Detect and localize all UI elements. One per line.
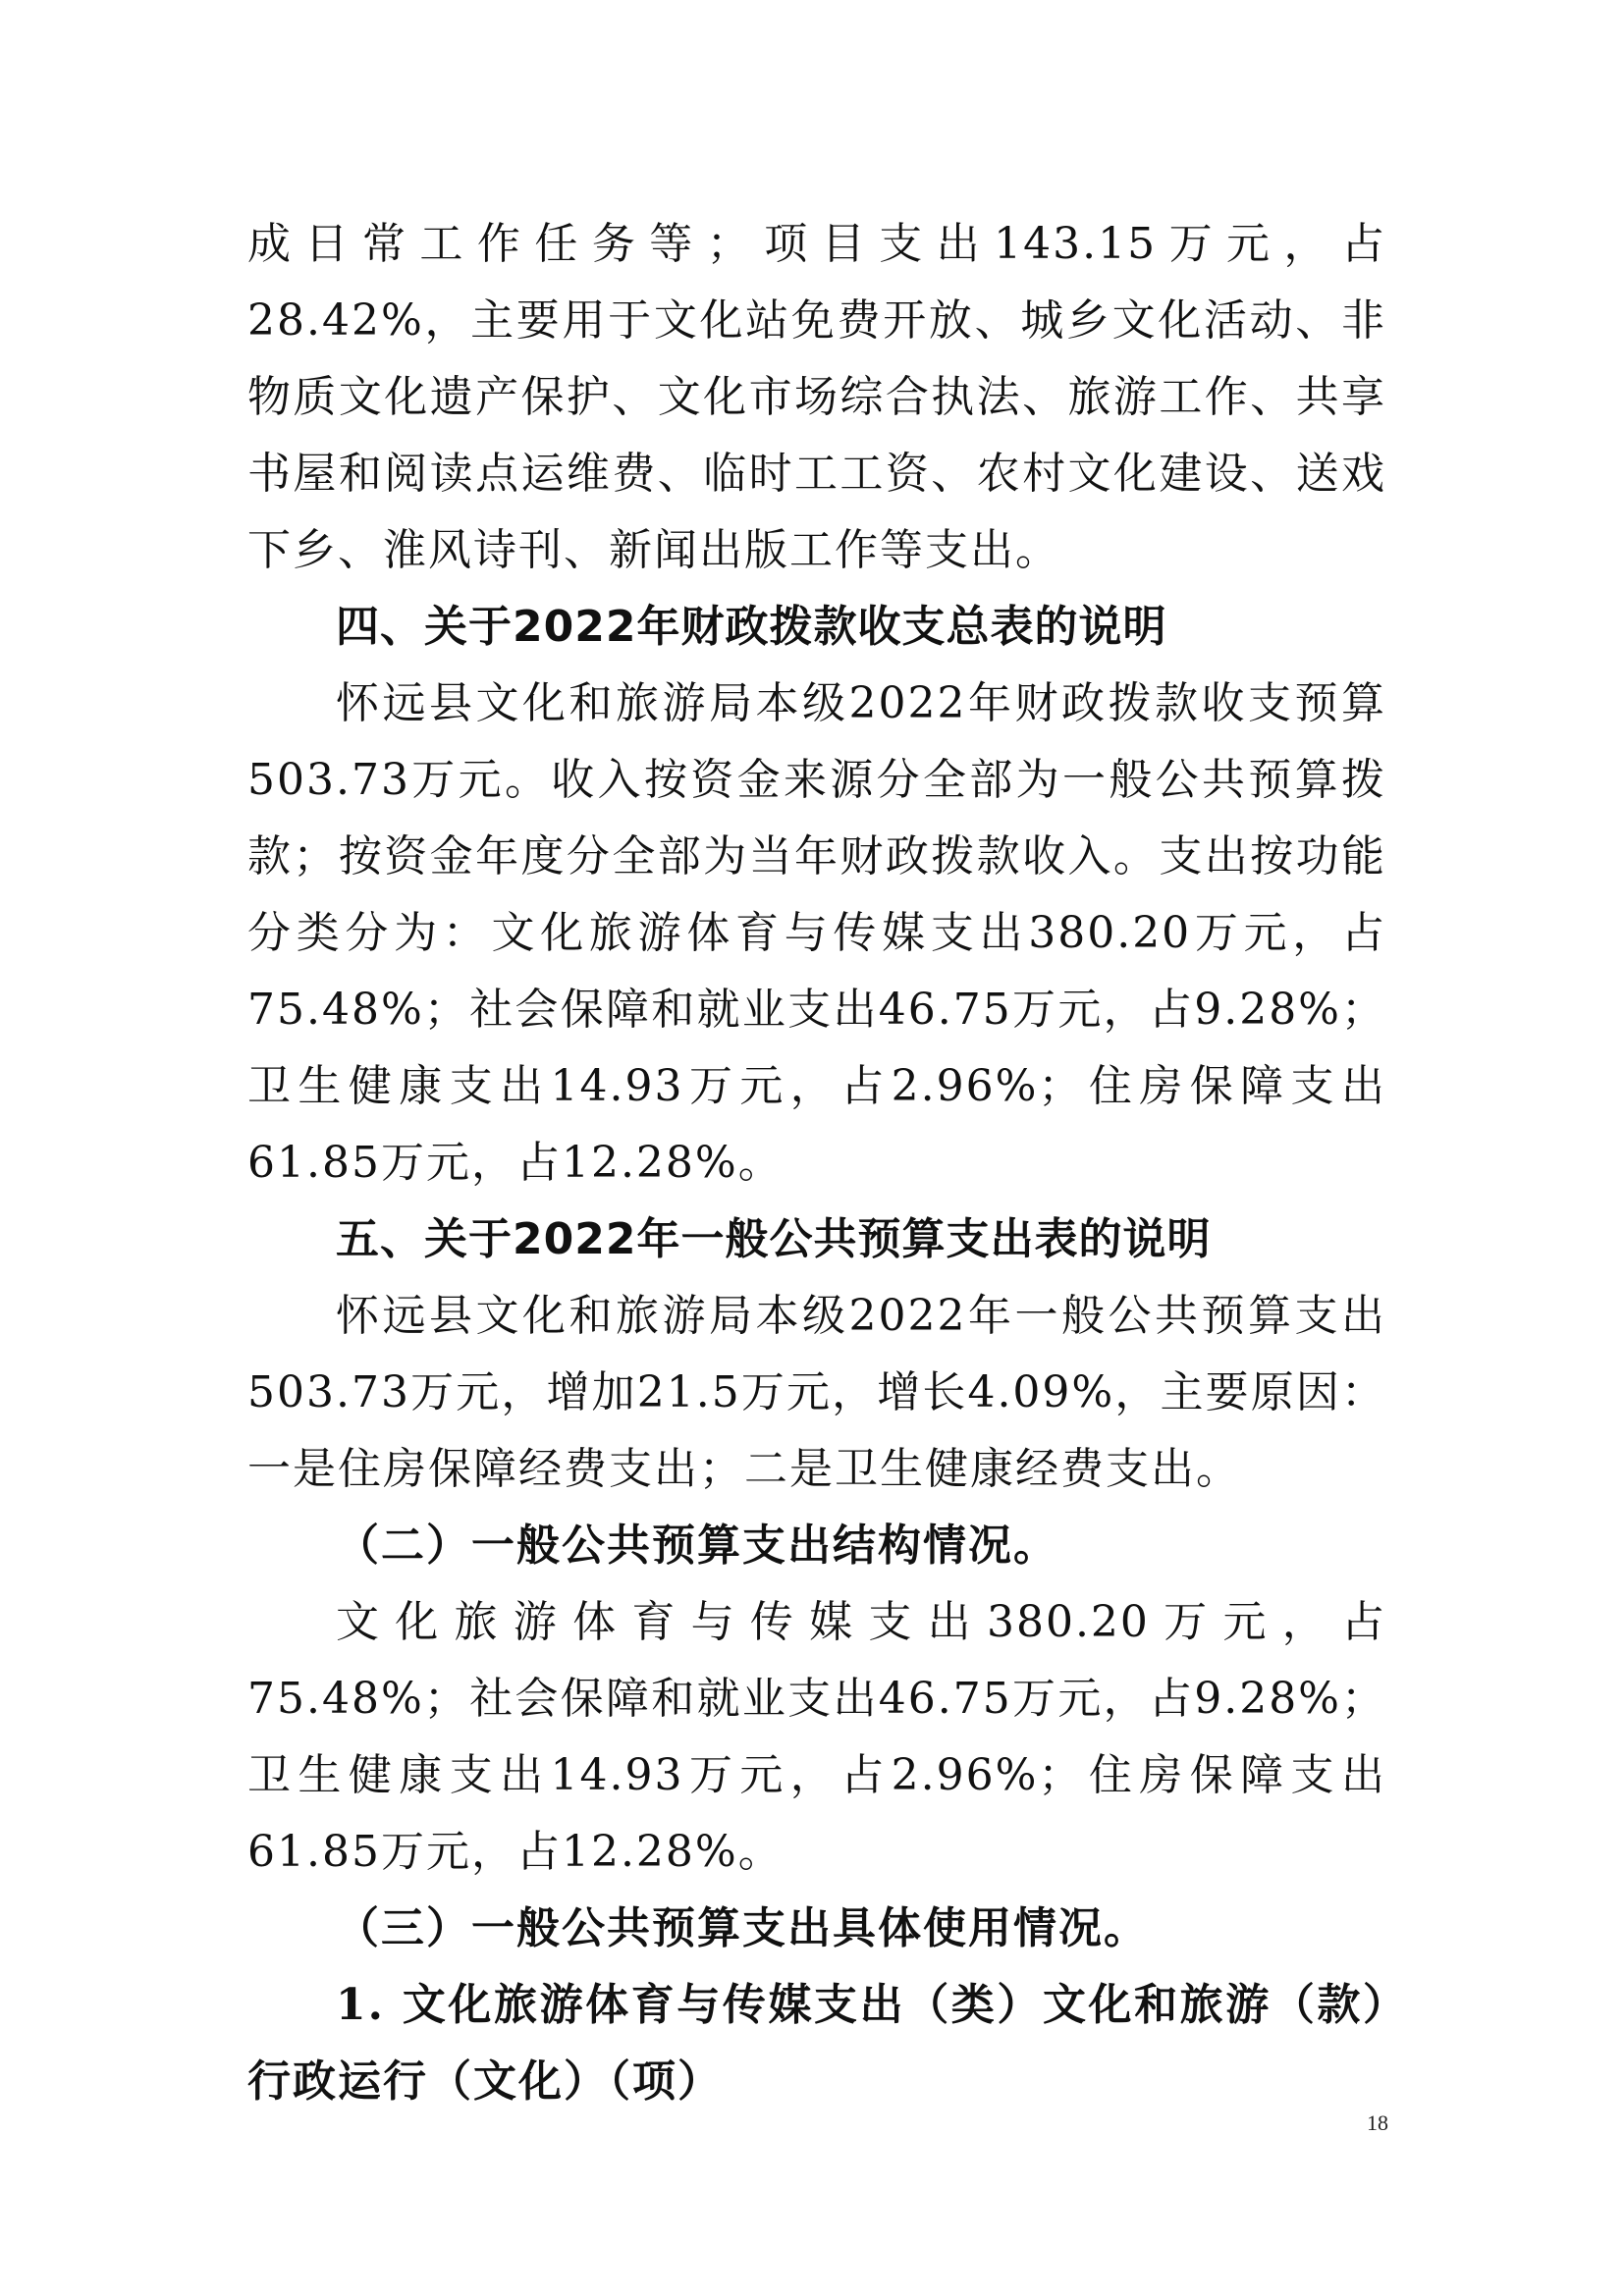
section-heading-five: 五、关于2022年一般公共预算支出表的说明 <box>336 1214 1212 1264</box>
subheading-structure: （二）一般公共预算支出结构情况。 <box>336 1521 1058 1571</box>
paragraph-fiscal-summary: 怀远县文化和旅游局本级2022年财政拨款收支预算503.73万元。收入按资金来源分全部为一般公共预算拨款；按资金年度分全部为当年财政拨款收入。支出按功能分类分为：文化旅游体育与传媒支出380.20万元，占75.48%；社会保障和就业支出46.75万元，占9.28%；卫生健康支出14.93万元，占2.96%；住房保障支出61.85万元，占12.28%。 <box>247 678 1386 1188</box>
subheading-usage: （三）一般公共预算支出具体使用情况。 <box>336 1903 1149 1953</box>
item-title-one: 1. 文化旅游体育与传媒支出（类）文化和旅游（款）行政运行（文化）（项） <box>247 1980 1386 2107</box>
paragraph-structure: 文化旅游体育与传媒支出380.20万元，占75.48%；社会保障和就业支出46.75万元，占9.28%；卫生健康支出14.93万元，占2.96%；住房保障支出61.85万元，占12.28%。 <box>247 1597 1386 1877</box>
paragraph-general-budget: 怀远县文化和旅游局本级2022年一般公共预算支出503.73万元，增加21.5万元，增长4.09%，主要原因：一是住房保障经费支出；二是卫生健康经费支出。 <box>247 1291 1386 1494</box>
page-number: 18 <box>1367 2110 1388 2135</box>
paragraph-project-expenditure: 成日常工作任务等；项目支出143.15万元，占28.42%，主要用于文化站免费开放、城乡文化活动、非物质文化遗产保护、文化市场综合执法、旅游工作、共享书屋和阅读点运维费、临时工工资、农村文化建设、送戏下乡、淮风诗刊、新闻出版工作等支出。 <box>247 219 1386 575</box>
section-heading-four: 四、关于2022年财政拨款收支总表的说明 <box>336 602 1167 652</box>
document-body <box>247 206 1386 2120</box>
